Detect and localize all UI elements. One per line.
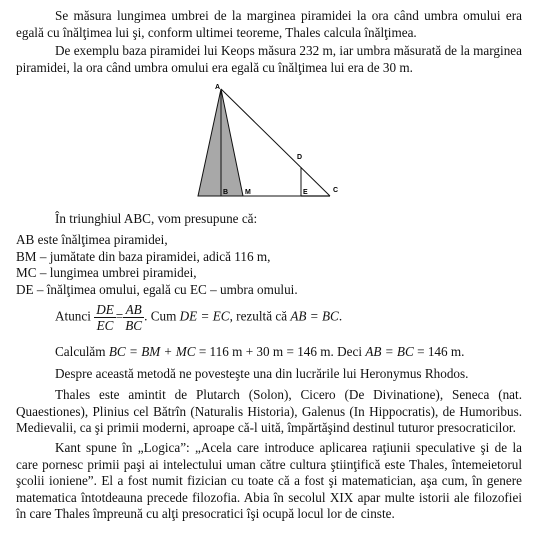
frac-den: EC — [96, 318, 114, 333]
paragraph-shadow-method: Se măsura lungimea umbrei de la marginea piramidei la ora când umbra omului era egală cu înălţimea lui şi, conform ultimei teoreme, Thales calcula înălţimea. — [16, 8, 522, 40]
pyramid-shadow-diagram — [0, 79, 534, 199]
assumption-mc: MC – lungimea umbrei piramidei, — [16, 265, 197, 280]
label-m: M — [245, 189, 251, 196]
paragraph-thales-sources: Thales este amintit de Plutarch (Solon), Cicero (De Divinatione), Seneca (nat. Quaestiones), Plinius cel Bătrîn (Naturalis Historia), Galenus (In Hippocratis), de Humoribus. Medievalii, ca şi primii moderni, aproape că-l uită, împărtăşind destinul tuturor presocraticilor. — [16, 387, 522, 435]
period: . — [338, 308, 343, 324]
conclusion-ab-bc: AB = BC — [290, 308, 339, 324]
equals-sign: = — [115, 308, 124, 324]
paragraph-kant-quote: Kant spune în „Logica”: „Acela care introduce aplicarea raţiunii speculative şi de la care pornesc primii paşi ai intelectului uman către cultura ştiinţifică este Thales, întemeietorul şcolii ioniene”. El a fost numit fizician cu toate că a fost şi matematician, aşa cum, în genere matematica întotdeauna precede filozofia. Abia în secolul XIX apar multe istorii ale filozofiei în care Thales împreună cu alţi presocratici îşi ocupă locul lor de cinste. — [16, 440, 522, 521]
label-e: E — [303, 189, 308, 196]
calc-values: = 116 m + 30 m = 146 m. Deci — [195, 344, 366, 359]
cum-word: . Cum — [144, 308, 177, 324]
calc-expression: BC = BM + MC — [108, 344, 196, 359]
paragraph-keops-example: De exemplu baza piramidei lui Keops măsura 232 m, iar umbra măsurată de la marginea piramidei, la ora când umbra omului era egală cu înălţimea lui era de 30 m. — [16, 43, 522, 75]
calc-conclusion: AB = BC — [365, 344, 414, 359]
calc-label: Calculăm — [55, 344, 106, 359]
triangle-intro: În triunghiul ABC, vom presupune că: — [55, 211, 258, 226]
assumption-ab: AB este înălţimea piramidei, — [16, 232, 168, 247]
label-d: D — [297, 154, 303, 161]
assumption-bm: BM – jumătate din baza piramidei, adică 116 m, — [16, 248, 271, 264]
condition-de-ec: DE = EC — [179, 308, 230, 324]
frac-den: BC — [125, 318, 143, 333]
label-c: C — [333, 187, 339, 194]
calc-result: = 146 m. — [413, 344, 465, 359]
calculation-line — [55, 344, 464, 360]
fraction-ab-bc — [123, 302, 144, 333]
paragraph-heronymus: Despre această metodă ne povesteşte una din lucrările lui Heronymus Rhodos. — [55, 366, 469, 381]
frac-num: DE — [96, 302, 114, 317]
atunci-word: Atunci — [55, 308, 91, 324]
assumption-de: DE – înălţimea omului, egală cu EC – umbra omului. — [16, 281, 298, 297]
rezulta-word: , rezultă că — [229, 308, 288, 324]
frac-num: AB — [123, 302, 144, 318]
fraction-de-ec — [94, 302, 116, 333]
proportion-equation — [55, 302, 342, 333]
label-a: A — [215, 84, 221, 91]
label-b: B — [223, 189, 229, 196]
